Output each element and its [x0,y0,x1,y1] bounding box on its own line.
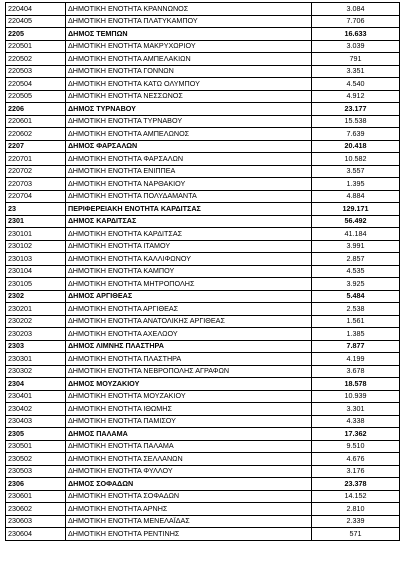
name-cell: ΔΗΜΟΤΙΚΗ ΕΝΟΤΗΤΑ ΑΝΑΤΟΛΙΚΗΣ ΑΡΓΙΘΕΑΣ [66,315,312,328]
code-cell: 220405 [6,15,66,28]
table-row [6,228,400,241]
value-cell: 3.084 [312,3,400,16]
table-row [6,415,400,428]
name-cell: ΔΗΜΟΣ ΑΡΓΙΘΕΑΣ [66,290,312,303]
value-cell: 3.678 [312,365,400,378]
value-cell: 7.639 [312,128,400,141]
code-cell: 230201 [6,303,66,316]
code-cell: 2305 [6,428,66,441]
table-row [6,528,400,541]
name-cell: ΔΗΜΟΣ ΦΑΡΣΑΛΩΝ [66,140,312,153]
name-cell: ΔΗΜΟΣ ΤΕΜΠΩΝ [66,28,312,41]
name-cell: ΔΗΜΟΤΙΚΗ ΕΝΟΤΗΤΑ ΠΛΑΤΥΚΑΜΠΟΥ [66,15,312,28]
value-cell: 791 [312,53,400,66]
value-cell: 23.378 [312,478,400,491]
code-cell: 2303 [6,340,66,353]
code-cell: 230403 [6,415,66,428]
code-cell: 220502 [6,53,66,66]
code-cell: 220701 [6,153,66,166]
value-cell: 3.039 [312,40,400,53]
name-cell: ΔΗΜΟΤΙΚΗ ΕΝΟΤΗΤΑ ΚΑΜΠΟΥ [66,265,312,278]
value-cell: 1.385 [312,328,400,341]
table-row-subtotal [6,340,400,353]
value-cell: 4.540 [312,78,400,91]
name-cell: ΔΗΜΟΤΙΚΗ ΕΝΟΤΗΤΑ ΙΤΑΜΟΥ [66,240,312,253]
value-cell: 9.510 [312,440,400,453]
value-cell: 4.199 [312,353,400,366]
table-row [6,178,400,191]
code-cell: 220601 [6,115,66,128]
value-cell: 4.535 [312,265,400,278]
value-cell: 1.561 [312,315,400,328]
value-cell: 20.418 [312,140,400,153]
name-cell: ΔΗΜΟΤΙΚΗ ΕΝΟΤΗΤΑ ΠΛΑΣΤΗΡΑ [66,353,312,366]
value-cell: 10.582 [312,153,400,166]
name-cell: ΔΗΜΟΤΙΚΗ ΕΝΟΤΗΤΑ ΜΟΥΖΑΚΙΟΥ [66,390,312,403]
value-cell: 3.176 [312,465,400,478]
name-cell: ΔΗΜΟΤΙΚΗ ΕΝΟΤΗΤΑ ΚΑΛΛΙΦΩΝΟΥ [66,253,312,266]
name-cell: ΔΗΜΟΣ ΚΑΡΔΙΤΣΑΣ [66,215,312,228]
code-cell: 220602 [6,128,66,141]
table-row [6,40,400,53]
name-cell: ΔΗΜΟΤΙΚΗ ΕΝΟΤΗΤΑ ΣΕΛΛΑΝΩΝ [66,453,312,466]
value-cell: 4.912 [312,90,400,103]
name-cell: ΔΗΜΟΣ ΣΟΦΑΔΩΝ [66,478,312,491]
table-row [6,253,400,266]
name-cell: ΔΗΜΟΤΙΚΗ ΕΝΟΤΗΤΑ ΠΑΜΙΣΟΥ [66,415,312,428]
table-row [6,440,400,453]
code-cell: 230502 [6,453,66,466]
value-cell: 41.184 [312,228,400,241]
table-row [6,353,400,366]
code-cell: 2206 [6,103,66,116]
code-cell: 230503 [6,465,66,478]
name-cell: ΔΗΜΟΣ ΤΥΡΝΑΒΟΥ [66,103,312,116]
table-row [6,128,400,141]
table-row [6,165,400,178]
table-row [6,303,400,316]
name-cell: ΔΗΜΟΤΙΚΗ ΕΝΟΤΗΤΑ ΚΡΑΝΝΩΝΟΣ [66,3,312,16]
table-row [6,503,400,516]
value-cell: 4.884 [312,190,400,203]
table-row-subtotal [6,428,400,441]
name-cell: ΔΗΜΟΤΙΚΗ ΕΝΟΤΗΤΑ ΣΟΦΑΔΩΝ [66,490,312,503]
table-row [6,365,400,378]
code-cell: 230105 [6,278,66,291]
name-cell: ΔΗΜΟΤΙΚΗ ΕΝΟΤΗΤΑ ΤΥΡΝΑΒΟΥ [66,115,312,128]
code-cell: 230602 [6,503,66,516]
name-cell: ΔΗΜΟΤΙΚΗ ΕΝΟΤΗΤΑ ΠΑΛΑΜΑ [66,440,312,453]
table-row [6,240,400,253]
table-row-subtotal [6,290,400,303]
code-cell: 23 [6,203,66,216]
value-cell: 23.177 [312,103,400,116]
code-cell: 230402 [6,403,66,416]
value-cell: 2.857 [312,253,400,266]
table-row-subtotal [6,140,400,153]
code-cell: 220704 [6,190,66,203]
code-cell: 230501 [6,440,66,453]
name-cell: ΔΗΜΟΤΙΚΗ ΕΝΟΤΗΤΑ ΦΑΡΣΑΛΩΝ [66,153,312,166]
table-row-subtotal [6,378,400,391]
value-cell: 3.351 [312,65,400,78]
value-cell: 3.557 [312,165,400,178]
code-cell: 220703 [6,178,66,191]
code-cell: 220505 [6,90,66,103]
code-cell: 220501 [6,40,66,53]
table-row [6,190,400,203]
code-cell: 2304 [6,378,66,391]
value-cell: 2.339 [312,515,400,528]
code-cell: 230203 [6,328,66,341]
population-table [5,2,400,541]
table-row [6,115,400,128]
code-cell: 230202 [6,315,66,328]
table-row [6,153,400,166]
name-cell: ΔΗΜΟΤΙΚΗ ΕΝΟΤΗΤΑ ΝΕΒΡΟΠΟΛΗΣ ΑΓΡΑΦΩΝ [66,365,312,378]
name-cell: ΔΗΜΟΤΙΚΗ ΕΝΟΤΗΤΑ ΚΑΡΔΙΤΣΑΣ [66,228,312,241]
name-cell: ΔΗΜΟΤΙΚΗ ΕΝΟΤΗΤΑ ΡΕΝΤΙΝΗΣ [66,528,312,541]
code-cell: 230301 [6,353,66,366]
name-cell: ΔΗΜΟΤΙΚΗ ΕΝΟΤΗΤΑ ΑΡΝΗΣ [66,503,312,516]
name-cell: ΔΗΜΟΤΙΚΗ ΕΝΟΤΗΤΑ ΜΗΤΡΟΠΟΛΗΣ [66,278,312,291]
table-row [6,78,400,91]
table-row [6,3,400,16]
value-cell: 7.706 [312,15,400,28]
table-row-subtotal [6,28,400,41]
value-cell: 571 [312,528,400,541]
name-cell: ΔΗΜΟΣ ΠΑΛΑΜΑ [66,428,312,441]
table-body [6,3,400,541]
value-cell: 3.301 [312,403,400,416]
value-cell: 5.484 [312,290,400,303]
table-row-subtotal [6,203,400,216]
code-cell: 230104 [6,265,66,278]
code-cell: 220404 [6,3,66,16]
value-cell: 18.578 [312,378,400,391]
name-cell: ΔΗΜΟΤΙΚΗ ΕΝΟΤΗΤΑ ΕΝΙΠΠΕΑ [66,165,312,178]
name-cell: ΔΗΜΟΣ ΜΟΥΖΑΚΙΟΥ [66,378,312,391]
name-cell: ΔΗΜΟΤΙΚΗ ΕΝΟΤΗΤΑ ΝΑΡΘΑΚΙΟΥ [66,178,312,191]
name-cell: ΔΗΜΟΤΙΚΗ ΕΝΟΤΗΤΑ ΠΟΛΥΔΑΜΑΝΤΑ [66,190,312,203]
name-cell: ΔΗΜΟΤΙΚΗ ΕΝΟΤΗΤΑ ΜΕΝΕΛΑΪΔΑΣ [66,515,312,528]
code-cell: 230101 [6,228,66,241]
table-row [6,53,400,66]
code-cell: 2302 [6,290,66,303]
table-row [6,490,400,503]
value-cell: 16.633 [312,28,400,41]
name-cell: ΔΗΜΟΤΙΚΗ ΕΝΟΤΗΤΑ ΦΥΛΛΟΥ [66,465,312,478]
name-cell: ΔΗΜΟΤΙΚΗ ΕΝΟΤΗΤΑ ΝΕΣΣΩΝΟΣ [66,90,312,103]
code-cell: 230102 [6,240,66,253]
code-cell: 2207 [6,140,66,153]
name-cell: ΠΕΡΙΦΕΡΕΙΑΚΗ ΕΝΟΤΗΤΑ ΚΑΡΔΙΤΣΑΣ [66,203,312,216]
code-cell: 2301 [6,215,66,228]
table-row [6,403,400,416]
table-row [6,328,400,341]
code-cell: 220504 [6,78,66,91]
table-row [6,315,400,328]
table-row [6,65,400,78]
name-cell: ΔΗΜΟΤΙΚΗ ΕΝΟΤΗΤΑ ΑΜΠΕΛΑΚΙΩΝ [66,53,312,66]
name-cell: ΔΗΜΟΤΙΚΗ ΕΝΟΤΗΤΑ ΚΑΤΩ ΟΛΥΜΠΟΥ [66,78,312,91]
value-cell: 56.492 [312,215,400,228]
table-row-subtotal [6,215,400,228]
name-cell: ΔΗΜΟΤΙΚΗ ΕΝΟΤΗΤΑ ΜΑΚΡΥΧΩΡΙΟΥ [66,40,312,53]
table-row [6,278,400,291]
code-cell: 230604 [6,528,66,541]
code-cell: 230601 [6,490,66,503]
code-cell: 230302 [6,365,66,378]
name-cell: ΔΗΜΟΤΙΚΗ ΕΝΟΤΗΤΑ ΓΟΝΝΩΝ [66,65,312,78]
table-row [6,515,400,528]
table-row-subtotal [6,478,400,491]
value-cell: 2.810 [312,503,400,516]
value-cell: 14.152 [312,490,400,503]
table-row-subtotal [6,103,400,116]
value-cell: 129.171 [312,203,400,216]
value-cell: 15.538 [312,115,400,128]
name-cell: ΔΗΜΟΣ ΛΙΜΝΗΣ ΠΛΑΣΤΗΡΑ [66,340,312,353]
value-cell: 3.925 [312,278,400,291]
value-cell: 17.362 [312,428,400,441]
code-cell: 220702 [6,165,66,178]
value-cell: 4.338 [312,415,400,428]
table-row [6,453,400,466]
name-cell: ΔΗΜΟΤΙΚΗ ΕΝΟΤΗΤΑ ΑΡΓΙΘΕΑΣ [66,303,312,316]
value-cell: 2.538 [312,303,400,316]
value-cell: 4.676 [312,453,400,466]
code-cell: 230603 [6,515,66,528]
table-row [6,15,400,28]
value-cell: 3.991 [312,240,400,253]
table-row [6,90,400,103]
value-cell: 10.939 [312,390,400,403]
code-cell: 230401 [6,390,66,403]
name-cell: ΔΗΜΟΤΙΚΗ ΕΝΟΤΗΤΑ ΑΜΠΕΛΩΝΟΣ [66,128,312,141]
code-cell: 230103 [6,253,66,266]
table-row [6,265,400,278]
name-cell: ΔΗΜΟΤΙΚΗ ΕΝΟΤΗΤΑ ΙΘΩΜΗΣ [66,403,312,416]
code-cell: 2306 [6,478,66,491]
table-row [6,465,400,478]
code-cell: 2205 [6,28,66,41]
value-cell: 7.877 [312,340,400,353]
name-cell: ΔΗΜΟΤΙΚΗ ΕΝΟΤΗΤΑ ΑΧΕΛΩΟΥ [66,328,312,341]
table-row [6,390,400,403]
value-cell: 1.395 [312,178,400,191]
code-cell: 220503 [6,65,66,78]
